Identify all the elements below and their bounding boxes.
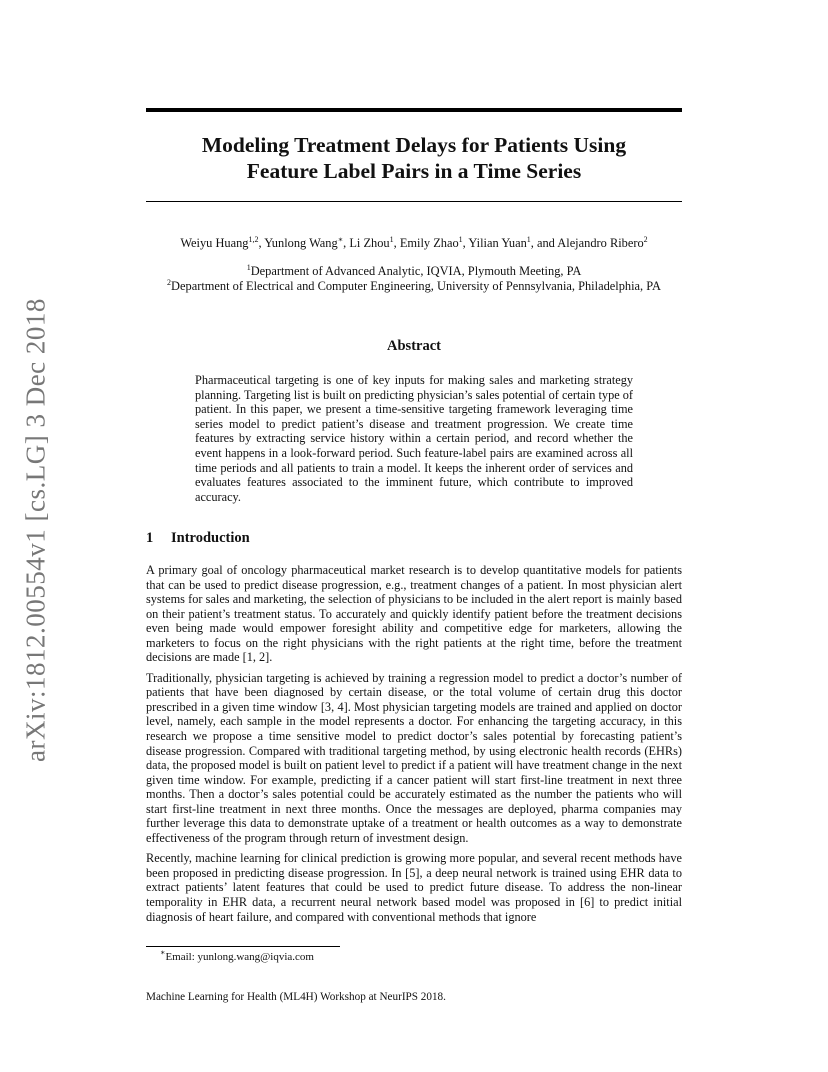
footnote-rule xyxy=(146,946,340,947)
affiliation xyxy=(80,264,748,279)
author-separator: , xyxy=(343,236,350,250)
title-rule-top xyxy=(146,108,682,112)
author-name: Yunlong Wang xyxy=(264,236,338,250)
author-name: Yilian Yuan xyxy=(468,236,527,250)
author-list xyxy=(100,236,728,251)
arxiv-stamp: arXiv:1812.00554v1 [cs.LG] 3 Dec 2018 xyxy=(20,298,51,762)
author-affiliation-mark: 2 xyxy=(643,235,648,244)
affiliation-mark: 2 xyxy=(167,278,172,287)
affiliation-list xyxy=(80,264,748,294)
author-affiliation-mark: 1 xyxy=(389,235,394,244)
paragraph: Traditionally, physician targeting is achieved by training a regression model to predict a doctor’s number of patients that have been diagnosed by certain disease, or the total volume of certain drug this doctor prescribed in a given time window [3, 4]. Most physician targeting models are trained and applied on doctor level, namely, each sample in the model represents a doctor. For enhancing the targeting accuracy, in this research we propose a time sensitive model to predict doctor’s sales potential by forecasting patient’s disease progression. Compared with traditional targeting method, by using electronic health records (EHRs) data, the proposed model is built on patient level to predict if a patient will have treatment change in the next given time window. For example, predicting if a cancer patient will start first-line treatment in next three months. Then a doctor’s sales potential could be accurately estimated as the number the patients who will start first-line treatment in next three months. Once the messages are deployed, pharma companies may further leverage this data to demonstrate uptake of a treatment or health outcomes as a way to demonstrate effectiveness of the program through return of investment design. xyxy=(146,670,682,845)
author-separator: , xyxy=(258,236,265,250)
author-name: Weiyu Huang xyxy=(180,236,249,250)
author-affiliation-mark: 1 xyxy=(526,235,531,244)
abstract-heading: Abstract xyxy=(387,338,441,354)
author-separator: , xyxy=(462,236,469,250)
title-line-1: Modeling Treatment Delays for Patients Using xyxy=(201,133,627,157)
affiliation-text: Department of Electrical and Computer Engineering, University of Pennsylvania, Philadelphia, PA xyxy=(171,279,661,293)
author-name: Emily Zhao xyxy=(399,236,459,250)
author-affiliation-mark: ∗ xyxy=(337,235,344,244)
author-separator: , xyxy=(393,236,400,250)
author-affiliation-mark: 1 xyxy=(458,235,463,244)
author-separator: , and xyxy=(530,236,558,250)
paragraph: Recently, machine learning for clinical prediction is growing more popular, and several recent methods have been proposed in predicting disease progression. In [5], a deep neural network is trained using EHR data to extract patients’ latent features that could be used to predict future disease. To address the non-linear temporality in EHR data, a recurrent neural network based model was proposed in [6] to predict initial diagnosis of heart failure, and compared with conventional methods that ignore xyxy=(146,851,682,924)
abstract-text: Pharmaceutical targeting is one of key inputs for making sales and marketing strategy planning. Targeting list is built on predicting physician’s sales potential of certain type of patient. In this paper, we present a time-sensitive targeting framework leveraging time series model to predict patient’s disease and treatment progression. We create time features by extracting service history within a certain period, and record whether the event happens in a look-forward period. Such feature-label pairs are examined across all time periods and all patients to train a model. It keeps the inherent order of services and evaluates features associated to the imminent future, which contribute to improved accuracy. xyxy=(195,373,633,504)
footnote xyxy=(160,948,314,963)
section-heading xyxy=(146,530,250,547)
paragraph: A primary goal of oncology pharmaceutical market research is to develop quantitative models for patients that can be used to predict disease progression, e.g., treatment changes of a patient. In most physician alert systems for sales and marketing, the selection of physicians to be included in the alert report is mainly based on their patient’s treatment status. To accurately and quickly identify patient before the treatment decisions even being made would empower foresight ability and competitive edge for marketers, allowing the marketers to focus on the right physicians with the right patients at the right time, before the treatment decisions are made [1, 2]. xyxy=(146,563,682,665)
affiliation xyxy=(80,279,748,294)
author-name: Li Zhou xyxy=(349,236,390,250)
author-name: Alejandro Ribero xyxy=(557,236,644,250)
affiliation-text: Department of Advanced Analytic, IQVIA, Plymouth Meeting, PA xyxy=(250,264,582,278)
introduction-body xyxy=(146,563,682,930)
section-title: Introduction xyxy=(171,530,250,546)
footnote-text: Email: yunlong.wang@iqvia.com xyxy=(165,951,314,963)
title-line-2: Feature Label Pairs in a Time Series xyxy=(246,159,582,183)
author-affiliation-mark: 1,2 xyxy=(248,235,259,244)
footnote-mark: ∗ xyxy=(160,948,166,957)
title-rule-bottom xyxy=(146,201,682,202)
paper-title xyxy=(146,132,682,184)
venue-note: Machine Learning for Health (ML4H) Workshop at NeurIPS 2018. xyxy=(146,991,446,1003)
section-number: 1 xyxy=(146,530,154,546)
affiliation-mark: 1 xyxy=(246,263,251,272)
